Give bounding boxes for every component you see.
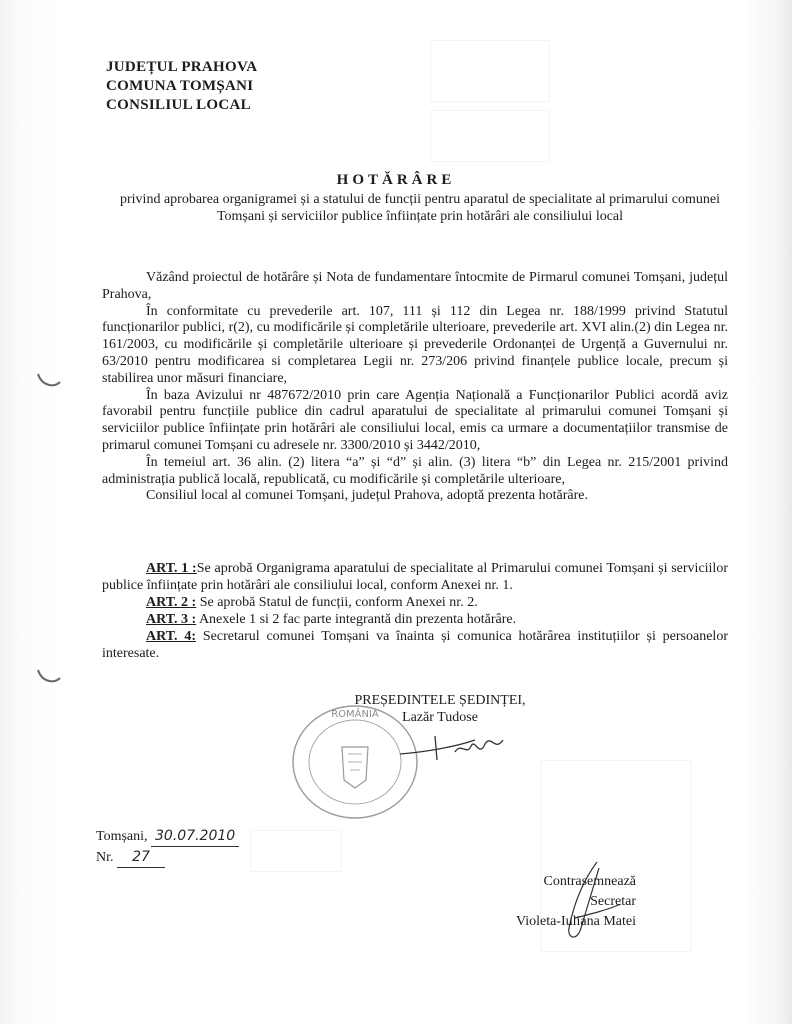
preamble bbox=[102, 270, 728, 505]
stamp-text: ROMÂNIA bbox=[331, 709, 379, 720]
secretary-signature-block bbox=[496, 872, 636, 932]
number-line bbox=[96, 847, 239, 868]
president-signature bbox=[395, 722, 525, 772]
president-signature-block bbox=[340, 692, 540, 726]
issuer-header bbox=[106, 58, 257, 115]
date-line bbox=[96, 826, 239, 847]
secretary-name: Violeta-Iuliana Matei bbox=[515, 914, 636, 929]
article-3 bbox=[102, 611, 728, 628]
date-number-block bbox=[96, 826, 239, 868]
header-commune: COMUNA TOMȘANI bbox=[106, 78, 254, 94]
article-text: Se aprobă Statul de funcții, conform Anexei nr. 2. bbox=[199, 595, 478, 610]
preamble-paragraph: În temeiul art. 36 alin. (2) litera “a” și “d” și alin. (3) litera “b” din Legea nr. 215/2001 privind administrația publică locală, republicată, cu modificările și completările ulterioare, bbox=[102, 454, 728, 487]
number-value: 27 bbox=[117, 847, 165, 868]
place-label: Tomșani, bbox=[96, 829, 148, 844]
article-2 bbox=[102, 594, 728, 611]
article-label: ART. 4: bbox=[146, 629, 197, 644]
document-title: HOTĂRÂRE bbox=[336, 172, 456, 188]
preamble-paragraph: În baza Avizului nr 487672/2010 prin care Agenția Națională a Funcționarilor Publici acordă aviz favorabil pentru funcțiile publice din cadrul aparatului de specialitate al primarului comunei Tomșani și serviciilor publice înființate prin hotărâri ale consiliului local, emis ca urmare a documentațiilor transmise de primarul comunei Tomșani cu adresele nr. 3300/2010 și 3442/2010, bbox=[102, 387, 728, 453]
secretary-title: Secretar bbox=[590, 894, 636, 909]
show-through-box bbox=[430, 110, 550, 162]
article-label: ART. 2 : bbox=[146, 595, 197, 610]
articles bbox=[102, 560, 728, 662]
article-text: Se aprobă Organigrama aparatului de specialitate al Primarului comunei Tomșani și serviciilor publice înființate prin hotărâri ale consiliului local, conform Anexei nr. 1. bbox=[102, 561, 728, 593]
article-1 bbox=[102, 560, 728, 594]
countersign-label: Contrasemnează bbox=[543, 874, 636, 889]
president-name: Lazăr Tudose bbox=[402, 710, 478, 725]
date-value: 30.07.2010 bbox=[151, 826, 239, 847]
president-title: PREȘEDINTELE ȘEDINȚEI, bbox=[354, 693, 526, 708]
article-label: ART. 3 : bbox=[146, 612, 197, 627]
punch-hole-mark bbox=[36, 666, 62, 686]
header-council: CONSILIUL LOCAL bbox=[106, 97, 251, 113]
number-label: Nr. bbox=[96, 850, 114, 865]
article-4 bbox=[102, 628, 728, 662]
preamble-paragraph: Văzând proiectul de hotărâre și Nota de fundamentare întocmite de Pirmarul comunei Tomșani, județul Prahova, bbox=[102, 270, 728, 302]
show-through-box bbox=[250, 830, 342, 872]
show-through-box bbox=[430, 40, 550, 102]
punch-hole-mark bbox=[36, 370, 62, 390]
article-text: Anexele 1 si 2 fac parte integrantă din prezenta hotărâre. bbox=[198, 612, 517, 627]
document-subtitle: privind aprobarea organigramei și a statului de funcții pentru aparatul de specialitate al primarului comunei Tomșani și serviciilor publice înființate prin hotărâri ale consiliului local bbox=[120, 192, 720, 224]
header-county: JUDEȚUL PRAHOVA bbox=[106, 59, 258, 75]
preamble-adoption: Consiliul local al comunei Tomșani, județul Prahova, adoptă prezenta hotărâre. bbox=[146, 488, 588, 504]
preamble-paragraph: În conformitate cu prevederile art. 107, 111 și 112 din Legea nr. 188/1999 privind Statutul funcționarilor publici, r(2), cu modificările și completările ulterioare, prevederile art. XVI alin.(2) din Legea nr. 161/2003, cu modificările și completările ulterioare și prevederile Ordonanței de Urgență a Guvernului nr. 63/2010 pentru modificarea si completarea Legii nr. 273/206 privind finanțele publice locale, precum și stabilirea unor măsuri financiare, bbox=[102, 303, 728, 386]
article-text: Secretarul comunei Tomșani va înainta și comunica hotărârea instituțiilor și persoanelor interesate. bbox=[102, 629, 728, 661]
article-label: ART. 1 : bbox=[146, 561, 197, 576]
